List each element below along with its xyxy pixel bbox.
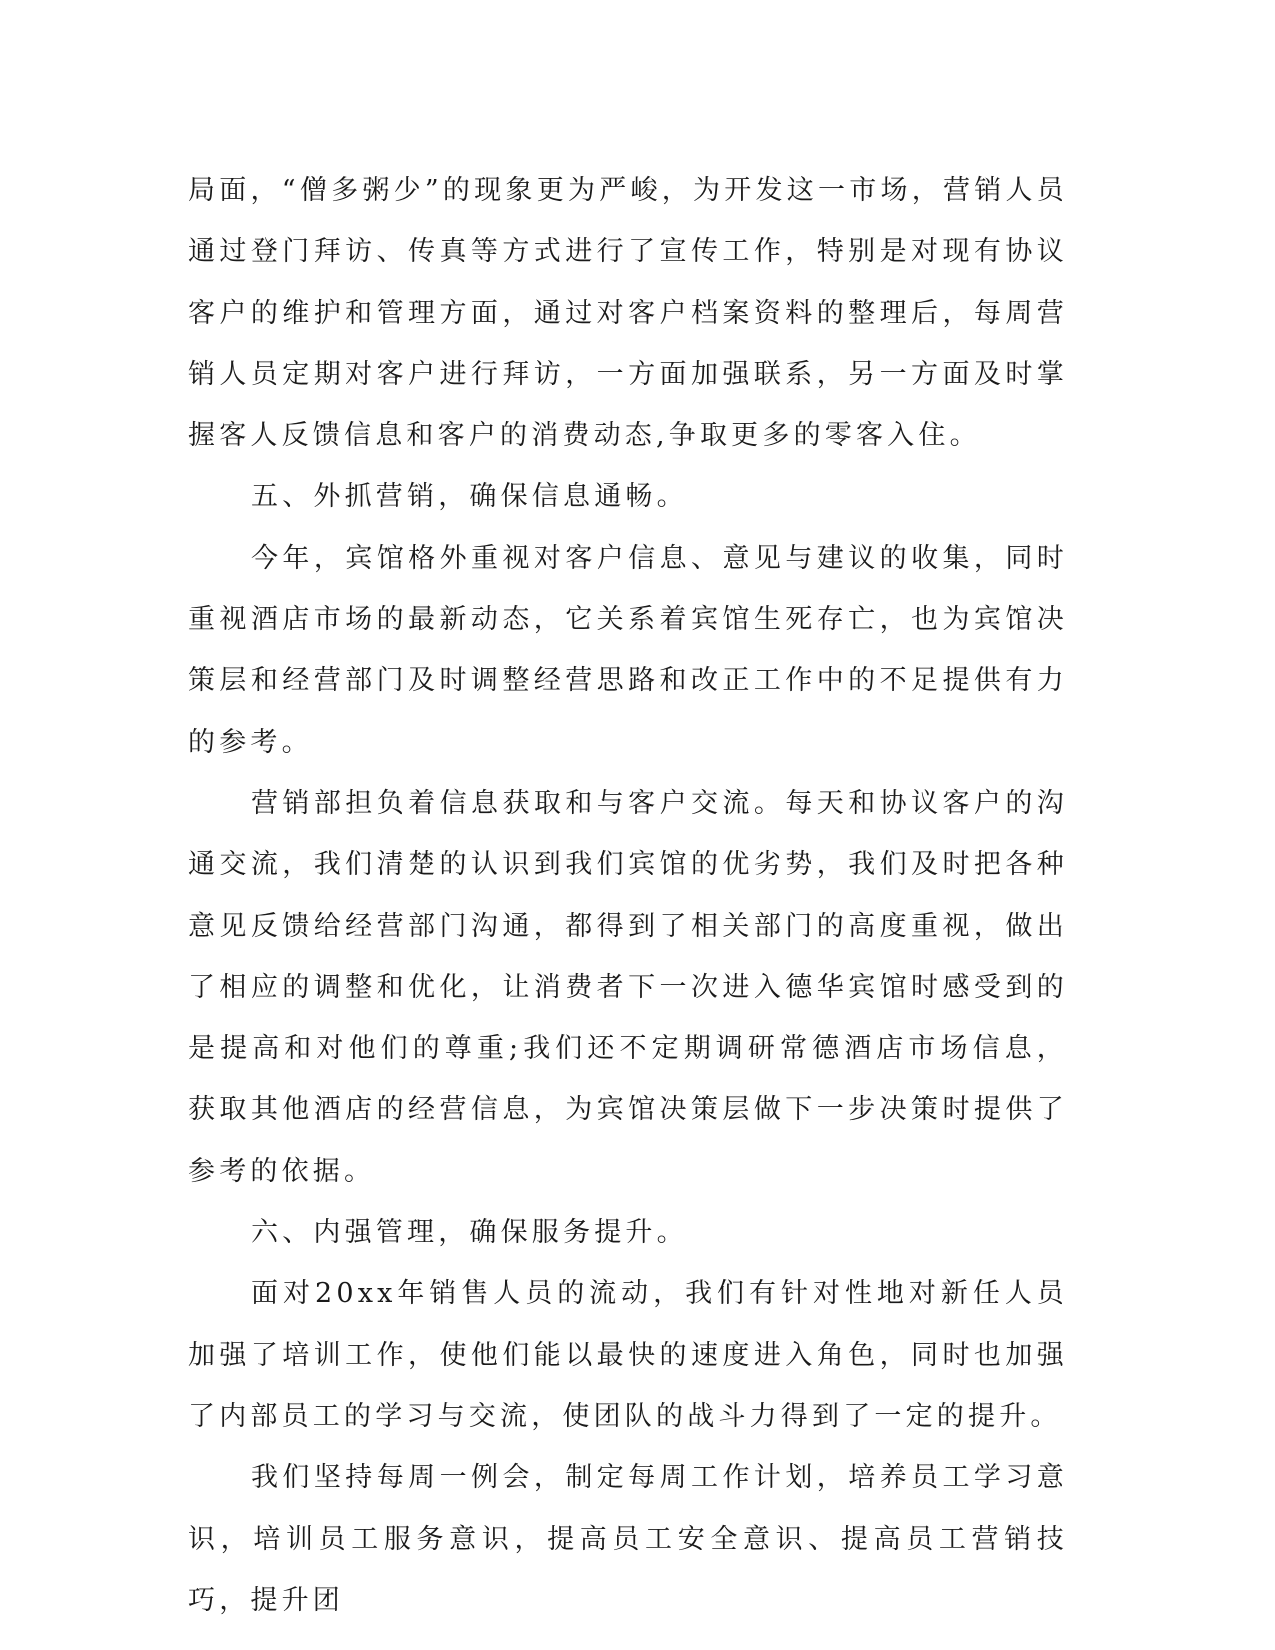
paragraph-5: 我们坚持每周一例会，制定每周工作计划，培养员工学习意识，培训员工服务意识，提高员工安全意识、提高员工营销技巧，提升团: [188, 1462, 1068, 1616]
section-heading-5: 五、外抓营销，确保信息通畅。: [251, 481, 688, 513]
paragraph-4: 面对20xx年销售人员的流动，我们有针对性地对新任人员加强了培训工作，使他们能以最快的速度进入角色，同时也加强了内部员工的学习与交流，使团队的战斗力得到了一定的提升。: [188, 1278, 1068, 1432]
paragraph-2: 今年，宾馆格外重视对客户信息、意见与建议的收集，同时重视酒店市场的最新动态，它关系着宾馆生死存亡，也为宾馆决策层和经营部门及时调整经营思路和改正工作中的不足提供有力的参考。: [188, 542, 1068, 758]
document-body: [188, 160, 1068, 1631]
paragraph-1: 局面，“僧多粥少”的现象更为严峻，为开发这一市场，营销人员通过登门拜访、传真等方式进行了宣传工作，特别是对现有协议客户的维护和管理方面，通过对客户档案资料的整理后，每周营销人员定期对客户进行拜访，一方面加强联系，另一方面及时掌握客人反馈信息和客户的消费动态,争取更多的零客入住。: [188, 175, 1068, 452]
section-heading-6: 六、内强管理，确保服务提升。: [251, 1217, 688, 1249]
paragraph-3: 营销部担负着信息获取和与客户交流。每天和协议客户的沟通交流，我们清楚的认识到我们宾馆的优劣势，我们及时把各种意见反馈给经营部门沟通，都得到了相关部门的高度重视，做出了相应的调整和优化，让消费者下一次进入德华宾馆时感受到的是提高和对他们的尊重;我们还不定期调研常德酒店市场信息，获取其他酒店的经营信息，为宾馆决策层做下一步决策时提供了参考的依据。: [188, 787, 1068, 1187]
